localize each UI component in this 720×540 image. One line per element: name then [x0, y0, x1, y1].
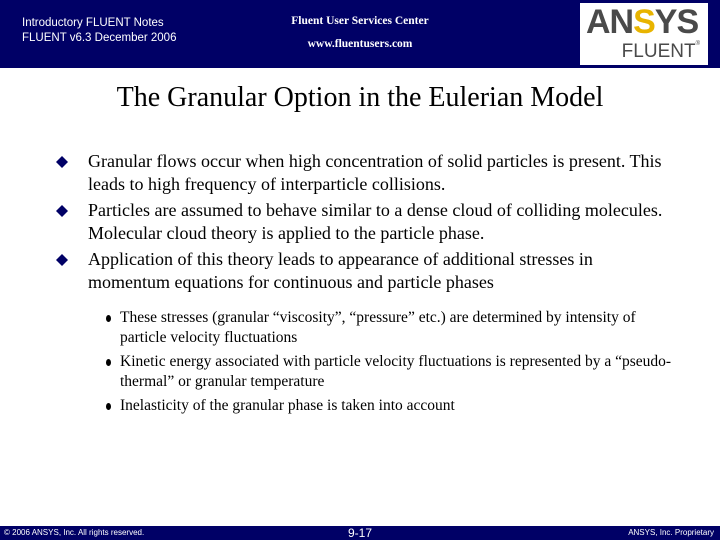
slide-title: The Granular Option in the Eulerian Model: [116, 82, 604, 113]
diamond-bullet-icon: [56, 254, 68, 266]
sub-bullet-item: [120, 352, 680, 392]
diamond-bullet-icon: [56, 205, 68, 217]
ansys-fluent-logo: [580, 3, 708, 65]
bullet-item: [56, 150, 676, 196]
bullet-text: Granular flows occur when high concentration of solid particles is present. This leads to high frequency of interparticle collisions.: [88, 151, 662, 194]
sub-bullet-item: [120, 396, 680, 416]
diamond-bullet-icon: [56, 156, 68, 168]
bullet-text: Application of this theory leads to appearance of additional stresses in momentum equations for continuous and particle phases: [88, 249, 593, 292]
copyright-text: © 2006 ANSYS, Inc. All rights reserved.: [4, 528, 145, 537]
sub-bullet-text: These stresses (granular “viscosity”, “pressure” etc.) are determined by intensity of particle velocity fluctuations: [120, 309, 636, 346]
bullet-list: [56, 150, 676, 297]
dot-bullet-icon: [106, 403, 111, 410]
page-number: 9-17: [347, 526, 373, 540]
services-center-title: Fluent User Services Center: [291, 15, 429, 27]
course-title: Introductory FLUENT Notes: [22, 17, 164, 29]
version-date: FLUENT v6.3 December 2006: [22, 32, 177, 44]
footer-bar: [0, 526, 720, 540]
sub-bullet-list: [120, 308, 680, 420]
proprietary-text: ANSYS, Inc. Proprietary: [628, 528, 714, 537]
header-course-info: [22, 16, 176, 46]
header-bar: [0, 0, 720, 68]
bullet-item: [56, 248, 676, 294]
dot-bullet-icon: [106, 359, 111, 366]
dot-bullet-icon: [106, 315, 111, 322]
services-url: www.fluentusers.com: [307, 38, 413, 50]
sub-bullet-item: [120, 308, 680, 348]
logo-wordmark: ANSYS: [586, 3, 699, 41]
logo-subtext: FLUENT®: [621, 41, 700, 62]
sub-bullet-text: Kinetic energy associated with particle velocity fluctuations is represented by a “pseudo-thermal” or granular temperature: [120, 353, 672, 390]
bullet-text: Particles are assumed to behave similar to a dense cloud of colliding molecules. Molecular cloud theory is applied to the particle phase.: [88, 200, 663, 243]
bullet-item: [56, 199, 676, 245]
sub-bullet-text: Inelasticity of the granular phase is taken into account: [120, 397, 455, 414]
